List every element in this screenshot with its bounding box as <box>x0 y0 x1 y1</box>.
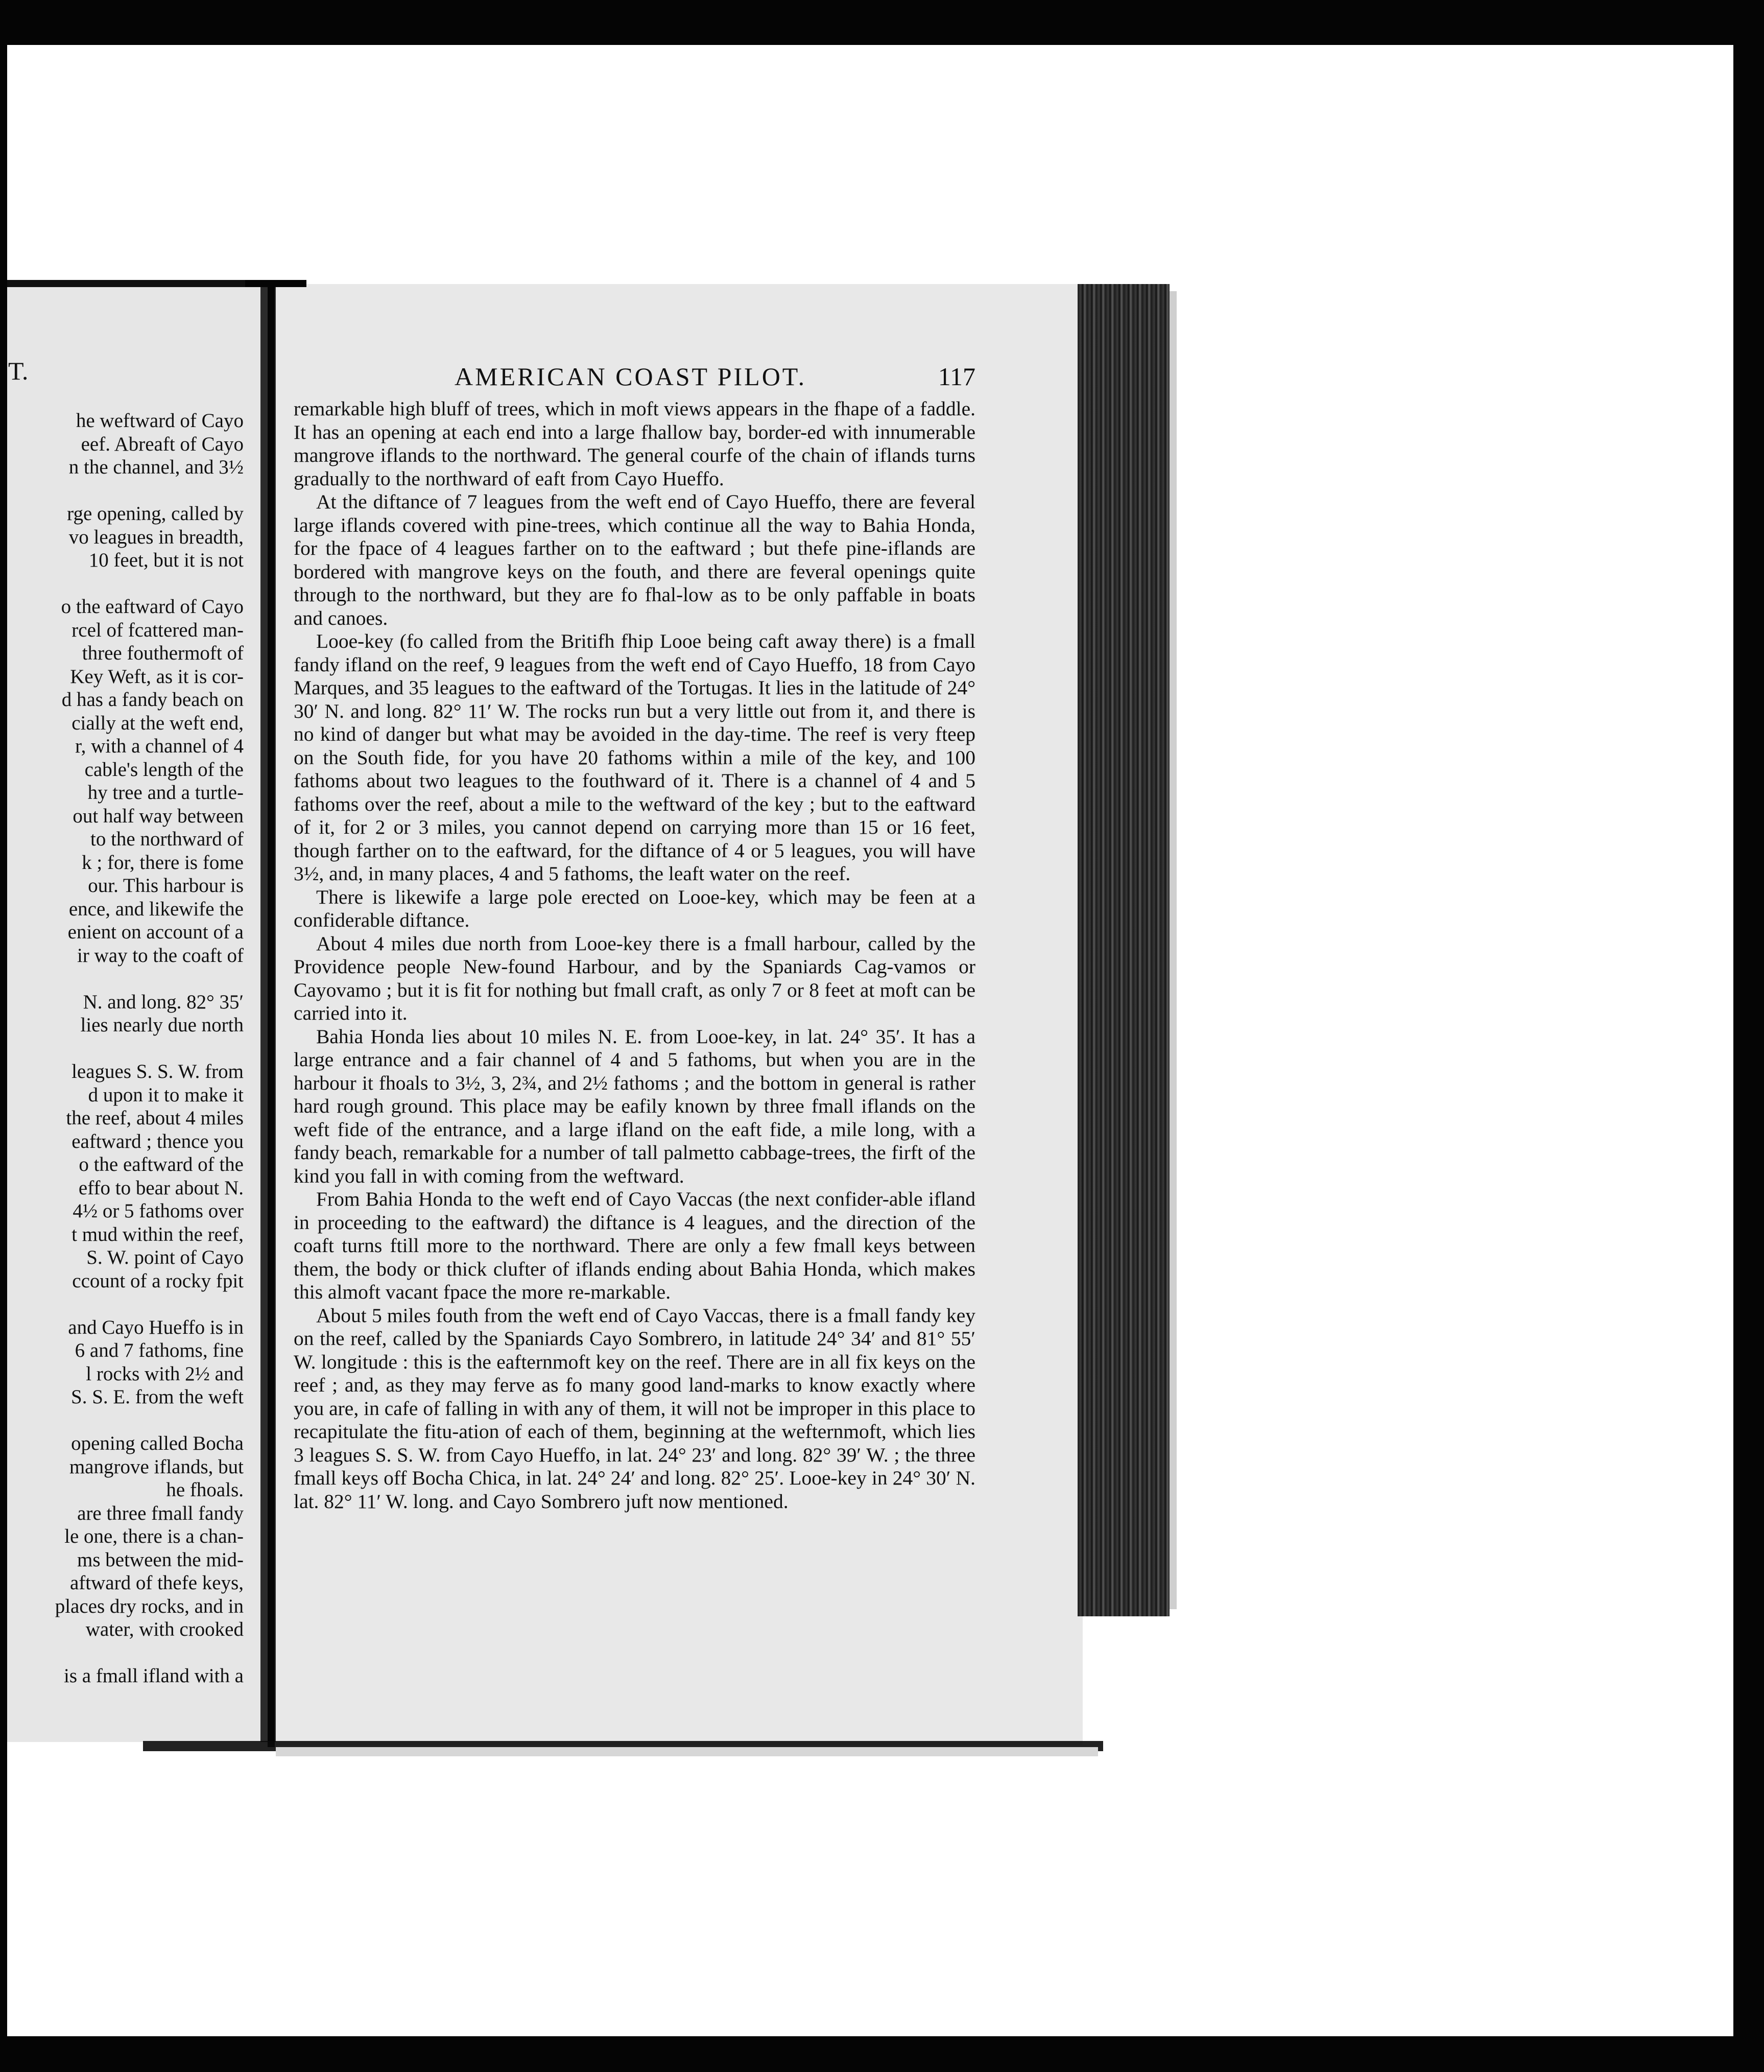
left-page-line: ms between the mid- <box>77 1548 244 1571</box>
paragraph: About 4 miles due north from Looe-key there is a fmall harbour, called by the Providence people New-found Harbour, and by the Spaniards Cag-vamos or Cayovamo ; but it is fit for nothing but fmall craft, as only 7 or 8 feet at moft can be carried into it. <box>294 932 975 1024</box>
left-page-line: 4½ or 5 fathoms over <box>73 1200 244 1222</box>
left-page-line: lies nearly due north <box>80 1014 244 1036</box>
left-page-line: o the eaftward of Cayo <box>61 596 244 618</box>
paragraph: About 5 miles fouth from the weft end of Cayo Vaccas, there is a fmall fandy key on the reef, called by the Spaniards Cayo Sombrero, in latitude 24° 34′ and 81° 55′ W. longitude : this is the eafternmoft key on the reef. There are in all fix keys on the reef ; and, as they may ferve as fo many good land-marks to know exactly where you are, in cafe of falling in with any of them, it will not be improper in this place to recapitulate the fitu-ation of each of them, beginning at the wefternmoft, which lies 3 leagues S. S. W. from Cayo Hueffo, in lat. 24° 23′ and long. 82° 39′ W. ; the three fmall keys off Bocha Chica, in lat. 24° 24′ and long. 82° 25′. Looe-key in 24° 30′ N. lat. 82° 11′ W. long. and Cayo Sombrero juft now mentioned. <box>294 1304 975 1513</box>
left-page-line: effo to bear about N. <box>78 1176 244 1199</box>
left-page-line: n the channel, and 3½ <box>68 456 244 478</box>
left-page-line: he fhoals. <box>166 1479 244 1501</box>
paragraph: At the diftance of 7 leagues from the weft end of Cayo Hueffo, there are feveral large iflands covered with pine-trees, which continue all the way to Bahia Honda, for the fpace of 4 leagues farther on to the eaftward ; but thefe pine-iflands are bordered with mangrove keys on the fouth, and there are feveral openings quite through to the northward, but they are fo fhal-low as to be only paffable in boats and canoes. <box>294 490 975 629</box>
left-page-line: he weftward of Cayo <box>76 410 244 432</box>
left-page-line: to the northward of <box>90 828 244 850</box>
left-page-line: places dry rocks, and in <box>55 1595 244 1617</box>
left-page-line: r, with a channel of 4 <box>75 735 244 757</box>
left-page-line: opening called Bocha <box>71 1432 244 1454</box>
left-page-line: ir way to the coaft of <box>77 944 244 967</box>
paragraph: There is likewife a large pole erected on Looe-key, which may be feen at a confiderable diftance. <box>294 885 975 931</box>
left-page-line: 6 and 7 fathoms, fine <box>75 1339 244 1361</box>
page-block-highlight <box>1170 291 1177 1609</box>
left-page-line: our. This harbour is <box>88 875 244 897</box>
left-page-line: S. W. point of Cayo <box>86 1246 244 1268</box>
left-page-text <box>7 284 265 1742</box>
left-page-line: ence, and likewife the <box>68 898 244 920</box>
left-page-line: k ; for, there is fome <box>82 851 244 874</box>
paragraph: Looe-key (fo called from the Britifh fhip Looe being caft away there) is a fmall fandy ifland on the reef, 9 leagues from the weft end of Cayo Hueffo, 18 from Cayo Marques, and 35 leagues to the eaftward of the Tortugas. It lies in the latitude of 24° 30′ N. and long. 82° 11′ W. The rocks run but a very little out from it, and there is no kind of danger but what may be avoided in the day-time. The reef is very fteep on the South fide, for you have 20 fathoms within a mile of the key, and 100 fathoms about two leagues to the fouthward of it. There is a channel of 4 and 5 fathoms over the reef, about a mile to the weftward of the key ; but to the eaftward of it, for 2 or 3 miles, you cannot depend on carrying more than 15 or 16 feet, though farther on to the eaftward, for the diftance of 4 or 5 leagues, you will have 3½, and, in many places, 4 and 5 fathoms, the leaft water on the reef. <box>294 630 975 885</box>
left-page-line: d has a fandy beach on <box>61 689 244 711</box>
scan-frame-left <box>0 0 7 2072</box>
left-page-line: hy tree and a turtle- <box>87 782 244 804</box>
left-page-line: are three fmall fandy <box>77 1502 244 1524</box>
page-body <box>294 397 975 1659</box>
left-page-line: water, with crooked <box>85 1618 244 1640</box>
left-page-line: rcel of fcattered man- <box>71 619 244 641</box>
left-page-line: out half way between <box>73 805 244 827</box>
paragraph: Bahia Honda lies about 10 miles N. E. from Looe-key, in lat. 24° 35′. It has a large entrance and a fair channel of 4 and 5 fathoms, but when you are in the harbour it fhoals to 3½, 3, 2¾, and 2½ fathoms ; and the bottom in general is rather hard rough ground. This place may be eafily known by three fmall iflands on the weft fide of the entrance, and a large ifland on the eaft fide, a mile long, with a fandy beach, remarkable for a number of tall palmetto cabbage-trees, the firft of the kind you fall in with coming from the weftward. <box>294 1025 975 1187</box>
left-running-head-fragment: T. <box>8 357 29 385</box>
scan-frame-top <box>0 0 1764 45</box>
book-spine <box>268 280 275 1747</box>
left-page-line: l rocks with 2½ and <box>86 1362 244 1385</box>
paragraph: remarkable high bluff of trees, which in moft views appears in the fhape of a faddle. It has an opening at each end into a large fhallow bay, border-ed with innumerable mangrove iflands to the northward. The general courfe of the chain of iflands turns gradually to the northward of eaft from Cayo Hueffo. <box>294 397 975 490</box>
left-page-line: t mud within the reef, <box>71 1223 244 1245</box>
left-page-line: enient on account of a <box>67 921 244 943</box>
left-page-line: and Cayo Hueffo is in <box>68 1316 244 1338</box>
left-page-line: rge opening, called by <box>67 503 244 525</box>
scan-frame-bottom <box>0 2036 1764 2072</box>
left-page-line: three fouthermoft of <box>82 642 244 664</box>
left-page-line: aftward of thefe keys, <box>69 1572 244 1594</box>
left-page-line: Key Weft, as it is cor- <box>70 665 244 688</box>
left-page-line: d upon it to make it <box>88 1084 244 1106</box>
left-page-line: S. S. E. from the weft <box>71 1386 244 1408</box>
left-page-line: mangrove iflands, but <box>69 1455 244 1478</box>
page-block-edge <box>1078 284 1170 1616</box>
book-bottom-edge <box>276 1747 1098 1756</box>
left-page-line: eaftward ; thence you <box>71 1130 244 1152</box>
left-page-line: o the eaftward of the <box>79 1153 244 1175</box>
scan-frame-right <box>1733 0 1764 2072</box>
left-page-line: N. and long. 82° 35′ <box>83 991 244 1013</box>
left-page-line: leagues S. S. W. from <box>71 1061 244 1082</box>
left-page-line: cially at the weft end, <box>71 712 244 734</box>
left-page-line: cable's length of the <box>84 758 244 781</box>
left-page-line: eef. Abreaft of Cayo <box>81 433 244 455</box>
left-page-line: vo leagues in breadth, <box>68 526 244 548</box>
left-page-line: 10 feet, but it is not <box>88 549 244 571</box>
left-page-line: is a fmall ifland with a <box>64 1665 244 1687</box>
paragraph: From Bahia Honda to the weft end of Cayo Vaccas (the next confider-able ifland in proceeding to the eaftward) the diftance is 4 leagues, and the direction of the coaft turns ftill more to the northward. There are only a few fmall keys between them, the body or thick clufter of iflands ending about Bahia Honda, which makes this almoft vacant fpace the more re-markable. <box>294 1188 975 1303</box>
page-number: 117 <box>938 362 975 391</box>
left-page-line: le one, there is a chan- <box>64 1525 244 1547</box>
left-page-line: the reef, about 4 miles <box>66 1107 244 1129</box>
running-head <box>301 362 975 392</box>
left-page-line: ccount of a rocky fpit <box>72 1269 244 1292</box>
running-title: AMERICAN COAST PILOT. <box>455 362 807 391</box>
